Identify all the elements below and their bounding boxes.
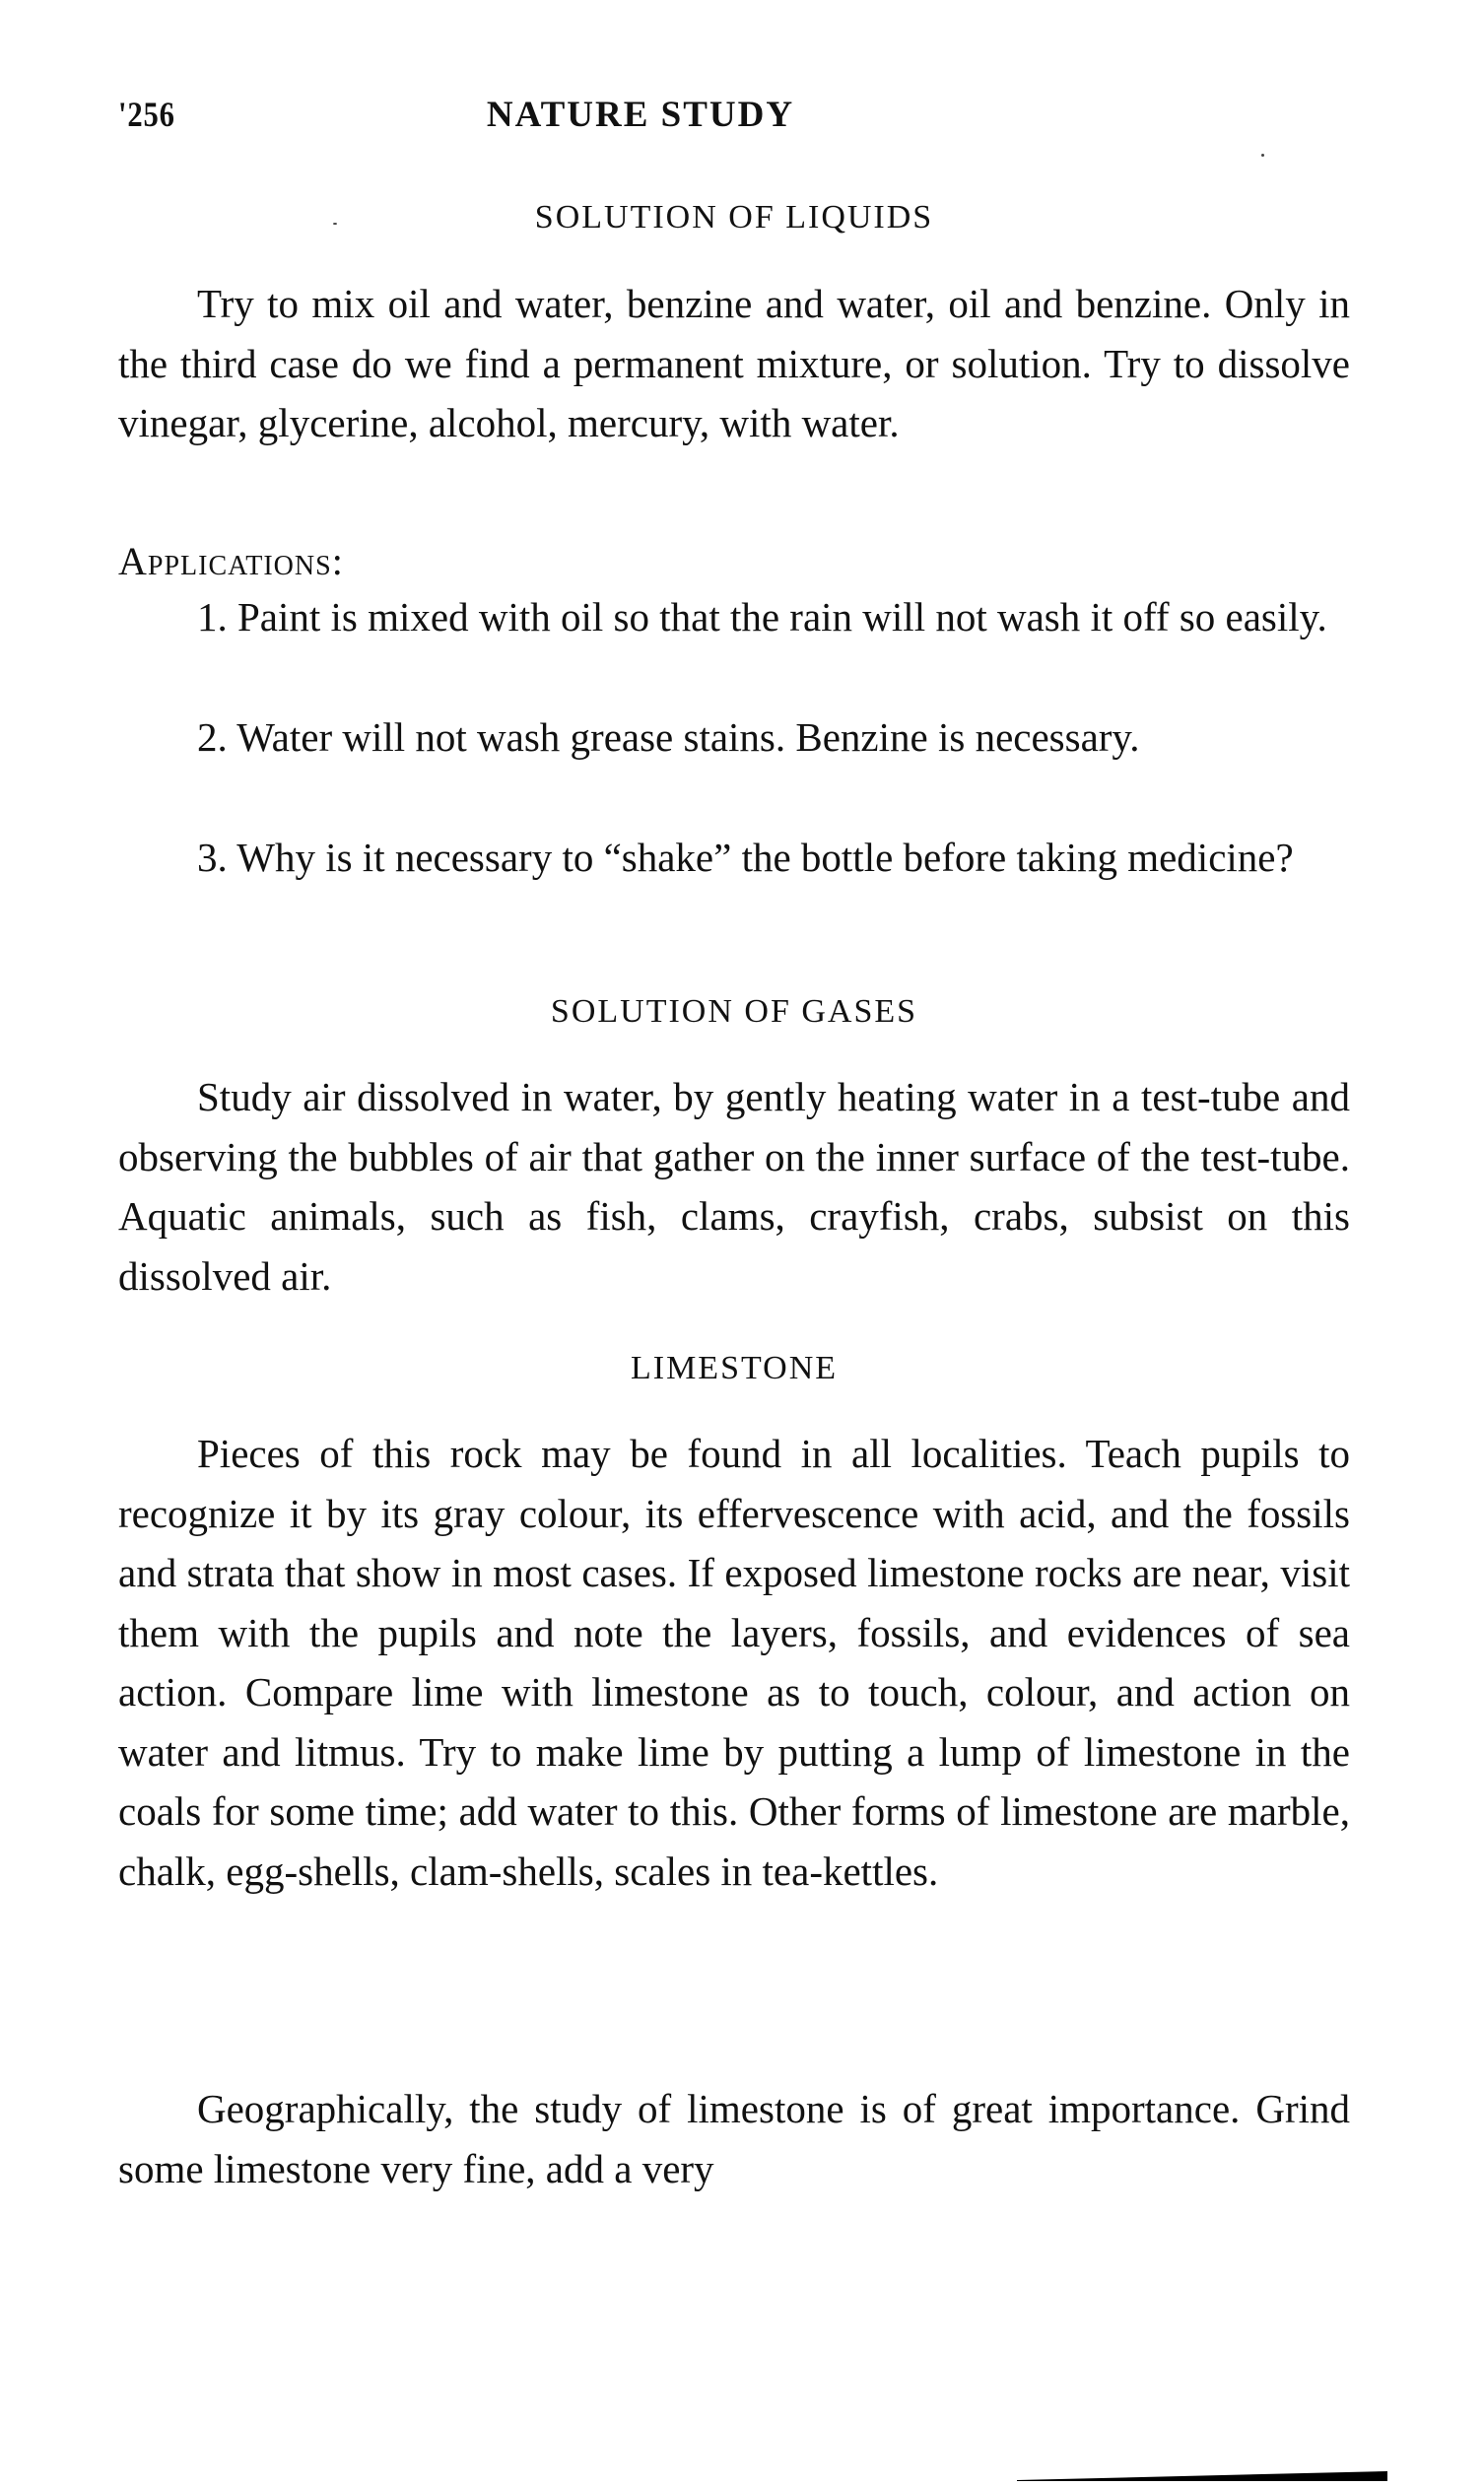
running-title: NATURE STUDY xyxy=(486,95,795,135)
section-heading-limestone: LIMESTONE xyxy=(630,1350,839,1386)
section-heading-gases: SOLUTION OF GASES xyxy=(550,993,918,1030)
paragraph-limestone-1: Pieces of this rock may be found in all localities. Teach pupils to recognize it by its gray colour, its effervescence with acid, and the fossils and strata that show in most cases. If exposed limestone rocks are near, visit them with the pupils and note the layers, fossils, and evidences of sea action. Compare lime with limestone as to touch, colour, and action on water and litmus. Try to make lime by putting a lump of limestone in the coals for some time; add water to this. Other forms of limestone are marble, chalk, egg-shells, clam-shells, scales in tea-kettles. xyxy=(118,1431,1350,1894)
application-item: 1. Paint is mixed with oil so that the rain will not wash it off so easily. xyxy=(197,594,1327,639)
application-item: 3. Why is it necessary to “shake” the bottle before taking medicine? xyxy=(197,835,1294,880)
scan-speck xyxy=(1261,154,1264,157)
section-heading-liquids: SOLUTION OF LIQUIDS xyxy=(534,199,934,235)
application-item: 2. Water will not wash grease stains. Benzine is necessary. xyxy=(197,714,1140,760)
paragraph-limestone-2: Geographically, the study of limestone is of great importance. Grind some limestone very fine, add a very xyxy=(118,2086,1350,2191)
bottom-rule xyxy=(1017,2471,1387,2481)
paragraph-liquids: Try to mix oil and water, benzine and water, oil and benzine. Only in the third case do we find a permanent mixture, or solution. Try to dissolve vinegar, glycerine, alcohol, mercury, with water. xyxy=(118,281,1350,445)
applications-label: Applications: xyxy=(118,539,344,583)
page-number: '256 xyxy=(118,95,175,134)
running-head xyxy=(118,94,1350,143)
paragraph-gases: Study air dissolved in water, by gently heating water in a test-tube and observing the bubbles of air that gather on the inner surface of the test-tube. Aquatic animals, such as fish, clams, crayfish, crabs, subsist on this dissolved air. xyxy=(118,1074,1350,1299)
